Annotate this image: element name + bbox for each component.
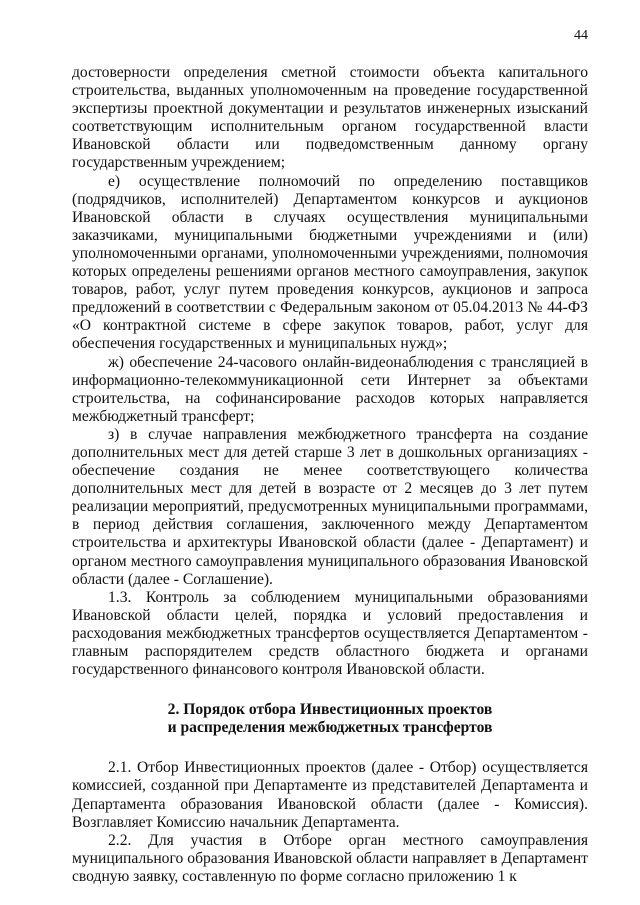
section-heading	[72, 701, 588, 737]
paragraph-continuation: достоверности определения сметной стоимости объекта капитального строительства, выданных уполномоченным на проведение государственной экспертизы проектной документации и результатов инженерных изысканий соответствующим исполнительным органом государственной власти Ивановской области или подведомственным данному органу государственным учреждением;	[72, 64, 588, 172]
document-body	[72, 64, 588, 886]
page-number: 44	[574, 28, 588, 43]
section-heading-line-1: 2. Порядок отбора Инвестиционных проектов	[167, 701, 493, 719]
paragraph-item-e: е) осуществление полномочий по определению поставщиков (подрядчиков, исполнителей) Департаментом конкурсов и аукционов Ивановской области в случаях осуществления муниципальными заказчиками, муниципальными бюджетными учреждениями и (или) уполномоченными органами, уполномоченными учреждениями, полномочия которых определены решениями органов местного самоуправления, закупок товаров, работ, услуг путем проведения конкурсов, аукционов и запроса предложений в соответствии с Федеральным законом от 05.04.2013 № 44-ФЗ «О контрактной системе в сфере закупок товаров, работ, услуг для обеспечения государственных и муниципальных нужд»;	[72, 172, 588, 353]
paragraph-2-2: 2.2. Для участия в Отборе орган местного самоуправления муниципального образования Ивановской области направляет в Департамент сводную заявку, составленную по форме согласно приложению 1 к	[72, 831, 588, 885]
paragraph-item-zh: ж) обеспечение 24-часового онлайн-видеонаблюдения с трансляцией в информационно-телекоммуникационной сети Интернет за объектами строительства, на софинансирование расходов которых направляется межбюджетный трансферт;	[72, 353, 588, 425]
paragraph-item-z: з) в случае направления межбюджетного трансферта на создание дополнительных мест для детей старше 3 лет в дошкольных организациях - обеспечение создания не менее соответствующего количества дополнительных мест для детей в возрасте от 2 месяцев до 3 лет путем реализации мероприятий, предусмотренных муниципальными программами, в период действия соглашения, заключенного между Департаментом строительства и архитектуры Ивановской области (далее - Департамент) и органом местного самоуправления муниципального образования Ивановской области (далее - Соглашение).	[72, 425, 588, 588]
section-heading-line-2: и распределения межбюджетных трансфертов	[167, 719, 493, 737]
paragraph-1-3: 1.3. Контроль за соблюдением муниципальными образованиями Ивановской области целей, порядка и условий предоставления и расходования межбюджетных трансфертов осуществляется Департаментом - главным распорядителем средств областного бюджета и органами государственного финансового контроля Ивановской области.	[72, 588, 588, 679]
paragraph-2-1: 2.1. Отбор Инвестиционных проектов (далее - Отбор) осуществляется комиссией, созданной при Департаменте из представителей Департамента и Департамента образования Ивановской области (далее - Комиссия). Возглавляет Комиссию начальник Департамента.	[72, 759, 588, 831]
